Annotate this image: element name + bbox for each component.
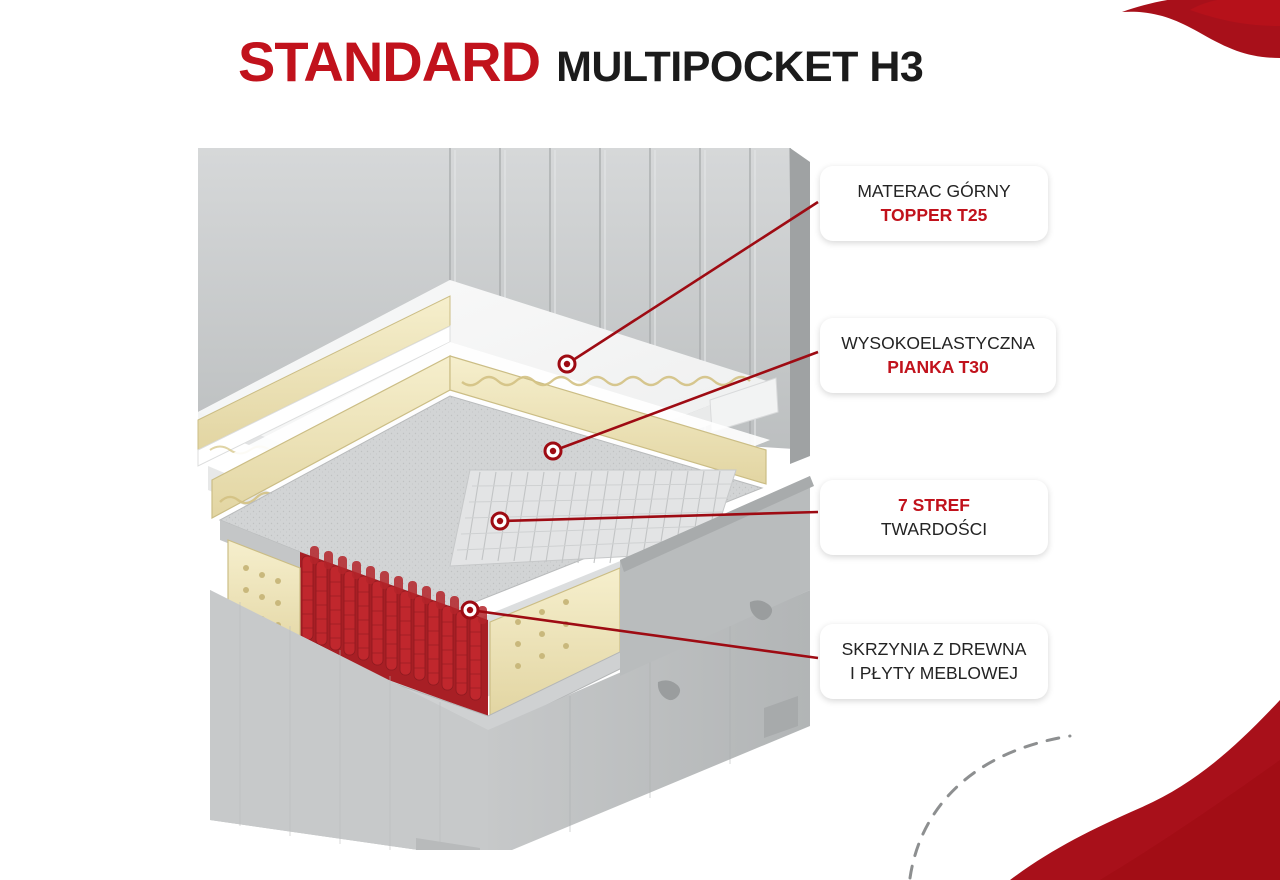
callout-zones: [820, 480, 1048, 555]
callout-foam-line2: PIANKA T30: [887, 356, 989, 377]
leader-line-topper: [567, 202, 818, 364]
callout-topper: [820, 166, 1048, 241]
leader-line-foam: [553, 352, 818, 451]
title-sub: MULTIPOCKET H3: [556, 43, 924, 91]
callout-box-line1: SKRZYNIA Z DREWNA: [841, 639, 1027, 659]
callout-topper-line1: MATERAC GÓRNY: [857, 181, 1011, 201]
callout-foam: [820, 318, 1056, 393]
callout-topper-line2: TOPPER T25: [880, 204, 988, 225]
callout-zones-line2: TWARDOŚCI: [880, 518, 988, 539]
callout-base-box: [820, 624, 1048, 699]
callout-foam-line1: WYSOKOELASTYCZNA: [841, 333, 1035, 353]
leader-line-zones: [500, 512, 818, 521]
title-main: STANDARD: [238, 30, 541, 93]
callout-box-line2: I PŁYTY MEBLOWEJ: [850, 662, 1018, 683]
callout-zones-line1: 7 STREF: [898, 495, 970, 515]
leader-line-box: [470, 610, 818, 658]
